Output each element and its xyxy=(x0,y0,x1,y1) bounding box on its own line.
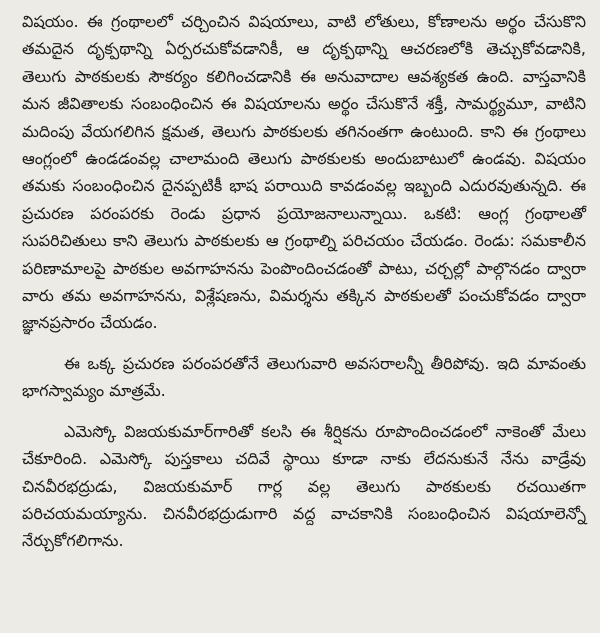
paragraph-gap xyxy=(22,405,586,418)
paragraph-translation-need: విషయం. ఈ గ్రంథాలలో చర్చించిన విషయాలు, వాటి లోతులు, కోణాలను అర్థం చేసుకొని తమదైన దృక్పథాన్ని ఏర్పరచుకోవడానికీ, ఆ దృక్పథాన్ని ఆచరణలోకి తెచ్చుకోవడానికి, తెలుగు పాఠకులకు సౌకర్యం కలిగించడానికి ఈ అనువాదాల ఆవశ్యకత ఉంది. వాస్తవానికి మన జీవితాలకు సంబంధించిన ఈ విషయాలను అర్థం చేసుకొనే శక్తీ, సామర్థ్యమూ, వాటిని మదింపు వేయగలిగిన క్షమత, తెలుగు పాఠకులకు తగినంతగా ఉంటుంది. కాని ఈ గ్రంథాలు ఆంగ్లంలో ఉండడంవల్ల చాలామంది తెలుగు పాఠకులకు అందుబాటులో ఉండవు. విషయం తమకు సంబంధించిన దైనప్పటికీ భాష పరాయిది కావడంవల్ల ఇబ్బంది ఎదురవుతున్నది. ఈ ప్రచురణ పరంపరకు రెండు ప్రధాన ప్రయోజనాలున్నాయి. ఒకటి: ఆంగ్ల గ్రంథాలతో సుపరిచితులు కాని తెలుగు పాఠకులకు ఆ గ్రంథాల్ని పరిచయం చేయడం. రెండు: సమకాలీన పరిణామాలపై పాఠకుల అవగాహనను పెంపొందించడంతో పాటు, చర్చల్లో పాల్గొనడం ద్వారా వారు తమ అవగాహనను, విశ్లేషణను, విమర్శను తక్కిన పాఠకులతో పంచుకోవడం ద్వారా జ్ఞానప్రసారం చేయడం. xyxy=(22,12,586,333)
paragraph-acknowledgement: ఎమెస్కో విజయకుమార్‌గారితో కలసి ఈ శీర్షికను రూపొందించడంలో నాకెంతో మేలు చేకూరింది. ఎమెస్కో పుస్తకాలు చదివే స్థాయి కూడా నాకు లేదనుకునే నేను వాడ్రేవు చినవీరభద్రుడు, విజయకుమార్ గార్ల వల్ల తెలుగు పాఠకులకు రచయితగా పరిచయమయ్యాను. చినవీరభద్రుడుగారి వద్ద వాచకానికి సంబంధించిన విషయాలెన్నో నేర్చుకోగలిగాను. xyxy=(22,421,586,551)
paragraph-gap xyxy=(22,337,586,350)
paragraph-series-contribution: ఈ ఒక్క ప్రచురణ పరంపరతోనే తెలుగువారి అవసరాలన్నీ తీరిపోవు. ఇది మావంతు భాగస్వామ్యం మాత్రమే. xyxy=(22,353,586,401)
